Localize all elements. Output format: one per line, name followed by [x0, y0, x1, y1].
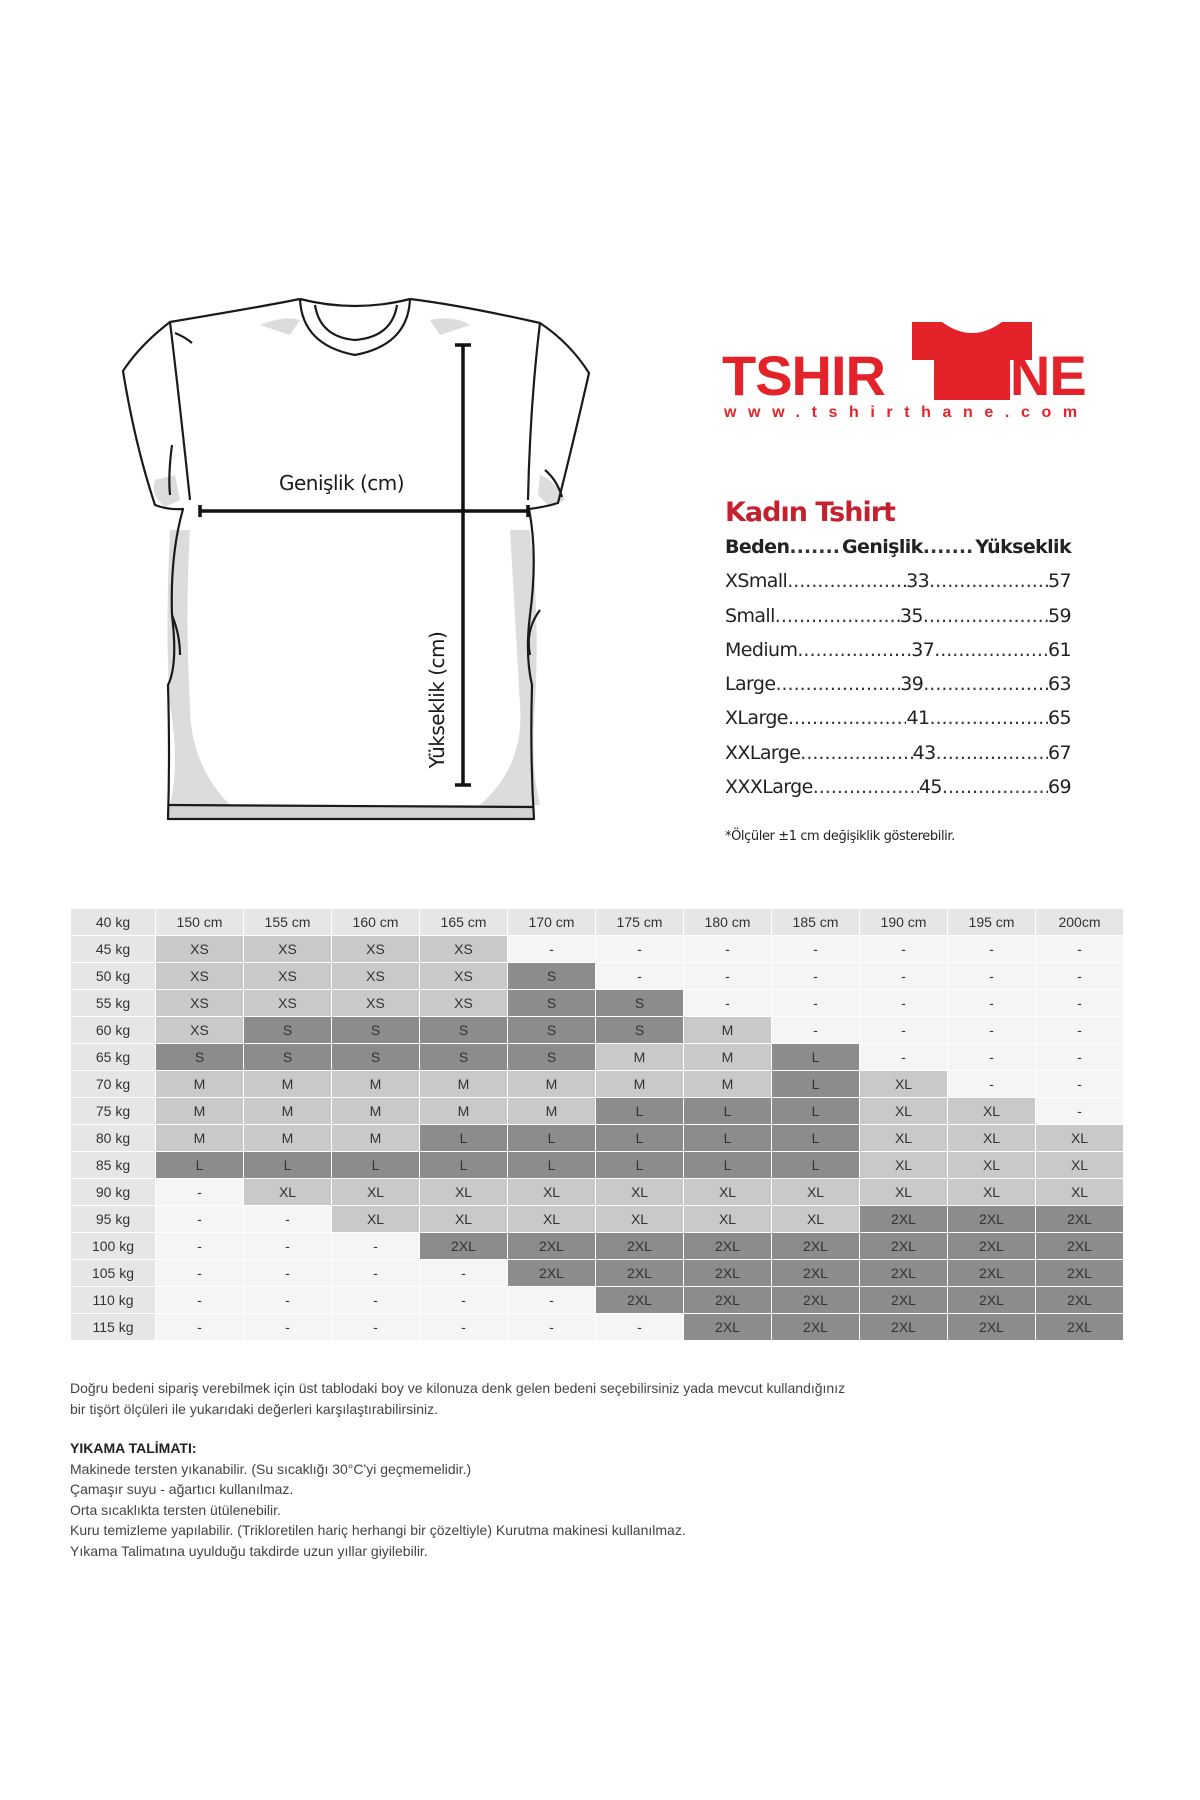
size-cell: S: [508, 963, 596, 990]
height-header: 165 cm: [420, 909, 508, 936]
dot-leader: [788, 707, 907, 729]
size-cell: S: [332, 1044, 420, 1071]
dot-leader: [934, 639, 1048, 661]
size-cell: -: [860, 936, 948, 963]
height-header: 175 cm: [596, 909, 684, 936]
size-cell: S: [420, 1017, 508, 1044]
size-cell: M: [156, 1125, 244, 1152]
spec-size: XSmall: [725, 570, 788, 593]
size-cell: -: [1036, 1044, 1124, 1071]
weight-cell: 65 kg: [71, 1044, 156, 1071]
size-cell: XS: [244, 990, 332, 1017]
width-label: Genişlik (cm): [279, 471, 405, 495]
weight-cell: 110 kg: [71, 1287, 156, 1314]
spec-height: 69: [1048, 776, 1071, 799]
table-row: [71, 1233, 1124, 1260]
header-width: Genişlik: [842, 536, 923, 558]
height-header: 150 cm: [156, 909, 244, 936]
size-cell: XL: [332, 1206, 420, 1233]
size-cell: XS: [420, 936, 508, 963]
size-cell: XL: [596, 1179, 684, 1206]
spec-row: [725, 707, 1071, 741]
size-cell: L: [772, 1152, 860, 1179]
size-cell: XS: [420, 990, 508, 1017]
size-cell: -: [332, 1233, 420, 1260]
size-cell: -: [508, 1314, 596, 1341]
spec-width: 45: [918, 776, 942, 799]
size-cell: L: [684, 1152, 772, 1179]
size-cell: XL: [948, 1098, 1036, 1125]
size-cell: XS: [244, 936, 332, 963]
size-cell: M: [684, 1071, 772, 1098]
size-cell: M: [420, 1071, 508, 1098]
size-cell: 2XL: [1036, 1206, 1124, 1233]
size-cell: -: [156, 1206, 244, 1233]
dot-leader: [775, 605, 900, 627]
logo-text-left: TSHIR: [722, 344, 885, 407]
size-cell: 2XL: [596, 1260, 684, 1287]
weight-cell: 85 kg: [71, 1152, 156, 1179]
weight-cell: 95 kg: [71, 1206, 156, 1233]
table-row: [71, 1071, 1124, 1098]
size-cell: XL: [772, 1179, 860, 1206]
height-header: 190 cm: [860, 909, 948, 936]
size-cell: 2XL: [948, 1260, 1036, 1287]
size-cell: -: [508, 1287, 596, 1314]
spec-width: 43: [912, 741, 936, 764]
dot-leader: [813, 776, 919, 798]
spec-width: 41: [906, 707, 930, 730]
size-cell: S: [596, 1017, 684, 1044]
size-cell: L: [596, 1098, 684, 1125]
weight-cell: 55 kg: [71, 990, 156, 1017]
intro-line: Doğru bedeni sipariş verebilmek için üst tablodaki boy ve kilonuza denk gelen bedeni seçebilirsiniz yada mevcut kullandığınız: [70, 1380, 846, 1396]
size-cell: XL: [244, 1179, 332, 1206]
size-cell: M: [332, 1098, 420, 1125]
size-cell: -: [772, 936, 860, 963]
size-cell: L: [772, 1044, 860, 1071]
size-cell: S: [420, 1044, 508, 1071]
size-cell: XL: [508, 1206, 596, 1233]
dot-leader: [923, 605, 1048, 627]
size-cell: S: [332, 1017, 420, 1044]
size-cell: -: [596, 936, 684, 963]
size-cell: 2XL: [684, 1233, 772, 1260]
size-cell: XS: [332, 963, 420, 990]
size-cell: -: [244, 1206, 332, 1233]
size-cell: L: [156, 1152, 244, 1179]
spec-height: 59: [1048, 604, 1071, 627]
size-cell: -: [772, 990, 860, 1017]
size-cell: L: [684, 1098, 772, 1125]
size-cell: XS: [156, 990, 244, 1017]
size-cell: -: [156, 1233, 244, 1260]
size-cell: -: [772, 963, 860, 990]
size-cell: -: [596, 963, 684, 990]
spec-header: [725, 536, 1071, 570]
size-cell: 2XL: [772, 1314, 860, 1341]
height-header: 200cm: [1036, 909, 1124, 936]
spec-width: 33: [906, 570, 930, 593]
wash-line: Çamaşır suyu - ağartıcı kullanılmaz.: [70, 1481, 294, 1497]
size-cell: 2XL: [772, 1233, 860, 1260]
size-cell: -: [244, 1314, 332, 1341]
size-cell: XL: [948, 1152, 1036, 1179]
header-row: [71, 909, 1124, 936]
spec-size: XLarge: [725, 707, 788, 730]
size-cell: 2XL: [1036, 1287, 1124, 1314]
size-cell: 2XL: [860, 1287, 948, 1314]
size-cell: M: [596, 1071, 684, 1098]
size-cell: XL: [860, 1125, 948, 1152]
size-cell: S: [508, 990, 596, 1017]
spec-row: [725, 570, 1071, 604]
spec-size: Large: [725, 673, 776, 696]
size-cell: 2XL: [860, 1233, 948, 1260]
size-cell: S: [156, 1044, 244, 1071]
size-cell: M: [156, 1071, 244, 1098]
header-height: Yükseklik: [975, 536, 1072, 558]
spec-height: 57: [1048, 570, 1071, 593]
size-cell: -: [948, 1017, 1036, 1044]
size-cell: -: [860, 990, 948, 1017]
spec-row: [725, 673, 1071, 707]
size-cell: -: [1036, 1017, 1124, 1044]
intro-line: bir tişört ölçüleri ile yukarıdaki değerleri karşılaştırabilirsiniz.: [70, 1400, 439, 1417]
table-row: [71, 936, 1124, 963]
size-cell: -: [1036, 1098, 1124, 1125]
size-cell: -: [156, 1314, 244, 1341]
table-row: [71, 1017, 1124, 1044]
size-cell: XL: [1036, 1125, 1124, 1152]
header-size: Beden: [725, 536, 790, 558]
size-cell: 2XL: [772, 1287, 860, 1314]
size-cell: XL: [596, 1206, 684, 1233]
table-row: [71, 963, 1124, 990]
size-cell: -: [332, 1287, 420, 1314]
table-row: [71, 1206, 1124, 1233]
size-cell: XS: [332, 990, 420, 1017]
spec-width: 35: [899, 604, 923, 627]
size-chart-table: [70, 908, 1124, 1341]
size-cell: -: [948, 963, 1036, 990]
size-cell: XL: [948, 1179, 1036, 1206]
weight-cell: 45 kg: [71, 936, 156, 963]
size-cell: XL: [1036, 1152, 1124, 1179]
size-cell: 2XL: [1036, 1233, 1124, 1260]
size-cell: XS: [156, 963, 244, 990]
size-cell: -: [684, 936, 772, 963]
size-cell: 2XL: [1036, 1314, 1124, 1341]
size-cell: -: [948, 1071, 1036, 1098]
dot-leader: [923, 536, 976, 558]
size-cell: M: [156, 1098, 244, 1125]
table-row: [71, 1044, 1124, 1071]
spec-size: XXLarge: [725, 741, 801, 764]
height-header: 195 cm: [948, 909, 1036, 936]
brand-logo: [722, 322, 1088, 422]
size-cell: XL: [860, 1152, 948, 1179]
spec-height: 65: [1048, 707, 1071, 730]
size-cell: M: [684, 1017, 772, 1044]
corner-cell: 40 kg: [71, 909, 156, 936]
spec-row: [725, 639, 1071, 673]
size-cell: -: [860, 963, 948, 990]
size-intro-text: [70, 1378, 845, 1419]
size-cell: L: [332, 1152, 420, 1179]
spec-height: 67: [1048, 741, 1072, 764]
size-cell: 2XL: [596, 1233, 684, 1260]
spec-size: Small: [725, 604, 775, 627]
size-cell: -: [156, 1287, 244, 1314]
size-cell: L: [772, 1125, 860, 1152]
spec-row: [725, 776, 1071, 810]
size-cell: S: [596, 990, 684, 1017]
spec-height: 63: [1048, 673, 1071, 696]
weight-cell: 50 kg: [71, 963, 156, 990]
size-cell: -: [420, 1314, 508, 1341]
size-cell: XL: [1036, 1179, 1124, 1206]
size-cell: L: [772, 1098, 860, 1125]
spec-height: 61: [1048, 638, 1071, 661]
wash-title: YIKAMA TALİMATI:: [70, 1440, 197, 1456]
size-cell: XL: [508, 1179, 596, 1206]
size-cell: M: [508, 1071, 596, 1098]
size-cell: L: [596, 1125, 684, 1152]
size-cell: L: [420, 1152, 508, 1179]
weight-cell: 105 kg: [71, 1260, 156, 1287]
size-cell: S: [508, 1017, 596, 1044]
size-cell: XS: [332, 936, 420, 963]
wash-line: Orta sıcaklıkta tersten ütülenebilir.: [70, 1501, 281, 1518]
size-cell: L: [244, 1152, 332, 1179]
dot-leader: [800, 742, 912, 764]
size-cell: 2XL: [948, 1206, 1036, 1233]
size-cell: XL: [860, 1071, 948, 1098]
size-cell: XS: [156, 936, 244, 963]
table-row: [71, 990, 1124, 1017]
size-cell: 2XL: [684, 1287, 772, 1314]
size-cell: L: [596, 1152, 684, 1179]
size-cell: -: [1036, 936, 1124, 963]
size-cell: M: [420, 1098, 508, 1125]
dot-leader: [923, 673, 1048, 695]
height-header: 160 cm: [332, 909, 420, 936]
size-cell: -: [948, 936, 1036, 963]
weight-cell: 90 kg: [71, 1179, 156, 1206]
spec-width: 39: [900, 673, 924, 696]
size-cell: M: [244, 1125, 332, 1152]
dot-leader: [789, 536, 842, 558]
size-cell: -: [244, 1233, 332, 1260]
dot-leader: [942, 776, 1048, 798]
size-cell: XS: [420, 963, 508, 990]
size-cell: XL: [332, 1179, 420, 1206]
spec-rows: [725, 570, 1071, 810]
size-cell: 2XL: [1036, 1260, 1124, 1287]
size-cell: 2XL: [508, 1233, 596, 1260]
size-cell: 2XL: [596, 1287, 684, 1314]
size-cell: 2XL: [948, 1314, 1036, 1341]
size-cell: XS: [244, 963, 332, 990]
size-cell: M: [332, 1125, 420, 1152]
size-cell: L: [684, 1125, 772, 1152]
wash-line: Kuru temizleme yapılabilir. (Trikloretilen hariç herhangi bir çözeltiyle) Kurutma makinesi kullanılmaz.: [70, 1522, 686, 1538]
height-header: 155 cm: [244, 909, 332, 936]
weight-cell: 80 kg: [71, 1125, 156, 1152]
wash-line: Yıkama Talimatına uyulduğu takdirde uzun yıllar giyilebilir.: [70, 1542, 428, 1559]
size-cell: -: [1036, 963, 1124, 990]
size-cell: M: [244, 1098, 332, 1125]
table-row: [71, 1287, 1124, 1314]
size-cell: L: [508, 1125, 596, 1152]
size-cell: 2XL: [508, 1260, 596, 1287]
size-cell: L: [508, 1152, 596, 1179]
weight-cell: 100 kg: [71, 1233, 156, 1260]
size-cell: -: [244, 1260, 332, 1287]
size-cell: 2XL: [860, 1206, 948, 1233]
size-cell: -: [420, 1287, 508, 1314]
size-cell: -: [244, 1287, 332, 1314]
size-cell: -: [1036, 990, 1124, 1017]
size-cell: S: [508, 1044, 596, 1071]
size-cell: M: [244, 1071, 332, 1098]
tshirt-diagram: [110, 285, 610, 835]
table-row: [71, 1152, 1124, 1179]
dot-leader: [787, 570, 906, 592]
dot-leader: [775, 673, 900, 695]
spec-row: [725, 605, 1071, 639]
size-cell: 2XL: [948, 1233, 1036, 1260]
size-cell: -: [332, 1314, 420, 1341]
size-cell: XL: [684, 1206, 772, 1233]
table-row: [71, 1260, 1124, 1287]
size-cell: -: [332, 1260, 420, 1287]
table-row: [71, 1098, 1124, 1125]
size-cell: L: [772, 1071, 860, 1098]
table-row: [71, 1314, 1124, 1341]
height-header: 180 cm: [684, 909, 772, 936]
table-row: [71, 1125, 1124, 1152]
height-header: 185 cm: [772, 909, 860, 936]
size-cell: XL: [860, 1098, 948, 1125]
size-cell: XL: [420, 1206, 508, 1233]
table-row: [71, 1179, 1124, 1206]
size-cell: 2XL: [860, 1260, 948, 1287]
size-cell: 2XL: [860, 1314, 948, 1341]
dot-leader: [797, 639, 911, 661]
size-cell: 2XL: [684, 1260, 772, 1287]
size-cell: S: [244, 1017, 332, 1044]
dot-leader: [936, 742, 1048, 764]
dot-leader: [929, 707, 1048, 729]
dot-leader: [929, 570, 1048, 592]
spec-width: 37: [911, 638, 935, 661]
size-cell: -: [684, 963, 772, 990]
logo-url: www.tshirthane.com: [724, 404, 1089, 421]
size-cell: XL: [860, 1179, 948, 1206]
measurement-note: *Ölçüler ±1 cm değişiklik gösterebilir.: [725, 829, 955, 844]
size-cell: 2XL: [948, 1287, 1036, 1314]
height-header: 170 cm: [508, 909, 596, 936]
size-cell: XL: [772, 1206, 860, 1233]
size-cell: S: [244, 1044, 332, 1071]
weight-cell: 75 kg: [71, 1098, 156, 1125]
size-cell: -: [860, 1017, 948, 1044]
size-cell: -: [420, 1260, 508, 1287]
logo-text-right: HANE: [931, 344, 1086, 407]
wash-lines: [70, 1459, 686, 1562]
weight-cell: 115 kg: [71, 1314, 156, 1341]
weight-cell: 70 kg: [71, 1071, 156, 1098]
size-cell: M: [508, 1098, 596, 1125]
size-cell: XS: [156, 1017, 244, 1044]
height-label: Yükseklik (cm): [425, 631, 449, 769]
size-cell: XL: [948, 1125, 1036, 1152]
weight-cell: 60 kg: [71, 1017, 156, 1044]
size-cell: XL: [684, 1179, 772, 1206]
size-cell: 2XL: [684, 1314, 772, 1341]
product-title: Kadın Tshirt: [725, 497, 895, 528]
size-cell: -: [156, 1260, 244, 1287]
size-cell: -: [948, 1044, 1036, 1071]
size-cell: M: [596, 1044, 684, 1071]
size-cell: -: [596, 1314, 684, 1341]
spec-size: Medium: [725, 638, 798, 661]
size-cell: M: [332, 1071, 420, 1098]
size-cell: 2XL: [772, 1260, 860, 1287]
size-cell: -: [772, 1017, 860, 1044]
size-cell: -: [1036, 1071, 1124, 1098]
size-cell: 2XL: [420, 1233, 508, 1260]
size-cell: -: [860, 1044, 948, 1071]
spec-row: [725, 742, 1071, 776]
size-cell: M: [684, 1044, 772, 1071]
size-spec-list: [725, 536, 1071, 810]
size-cell: XL: [420, 1179, 508, 1206]
size-cell: -: [508, 936, 596, 963]
spec-size: XXXLarge: [725, 776, 813, 799]
size-cell: -: [948, 990, 1036, 1017]
size-cell: -: [684, 990, 772, 1017]
wash-line: Makinede tersten yıkanabilir. (Su sıcaklığı 30°C'yi geçmemelidir.): [70, 1460, 472, 1477]
size-cell: L: [420, 1125, 508, 1152]
size-cell: -: [156, 1179, 244, 1206]
wash-instructions: [70, 1438, 686, 1561]
